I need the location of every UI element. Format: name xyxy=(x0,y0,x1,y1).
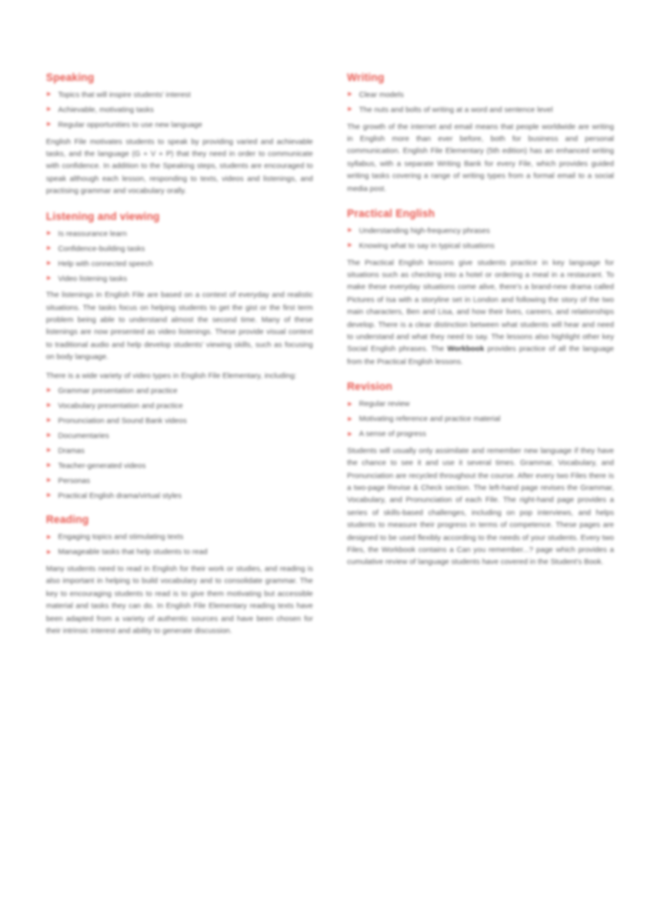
list-item-label: Help with connected speech xyxy=(58,258,153,268)
list-item-label: Is reassurance learn xyxy=(58,228,127,238)
arrow-bullet-icon xyxy=(47,231,51,235)
bold-term-workbook: Workbook xyxy=(447,344,485,354)
list-item-label: Motivating reference and practice material xyxy=(359,414,501,424)
list-item-label: Regular review xyxy=(359,399,410,409)
list-item xyxy=(46,89,313,101)
arrow-bullet-icon xyxy=(348,417,352,421)
arrow-bullet-icon xyxy=(348,92,352,96)
bullet-list-listening xyxy=(46,228,313,285)
arrow-bullet-icon xyxy=(348,402,352,406)
list-item xyxy=(347,104,614,116)
list-item-label: A sense of progress xyxy=(359,429,427,439)
bullet-list-video-types xyxy=(46,385,313,501)
list-item-label: Confidence-building tasks xyxy=(58,243,145,253)
arrow-bullet-icon xyxy=(47,535,51,539)
arrow-bullet-icon xyxy=(47,448,51,452)
list-item-label: Knowing what to say in typical situations xyxy=(359,241,495,250)
arrow-bullet-icon xyxy=(47,418,51,422)
list-item-label: Documentaries xyxy=(58,430,110,440)
list-item xyxy=(347,240,614,252)
list-item-label: Practical English drama/virtual styles xyxy=(58,490,182,500)
list-item xyxy=(347,225,614,237)
list-item-label: Personas xyxy=(58,475,91,485)
list-item xyxy=(46,119,313,131)
arrow-bullet-icon xyxy=(47,550,51,554)
list-item-label: Clear models xyxy=(359,90,404,99)
section-heading-reading: Reading xyxy=(46,514,89,527)
paragraph-speaking: English File motivates students to speak by providing varied and achievable tasks, and the language (G + V + P) that they need in order to communicate with confidence. In addition to the Speaking steps, students are encouraged to speak although each lesson, responding to texts, videos and listenings, and practising grammar and vocabulary orally. xyxy=(46,136,313,196)
list-item-label: Video listening tasks xyxy=(58,273,128,283)
list-item xyxy=(46,228,313,240)
bullet-list-speaking xyxy=(46,89,313,131)
left-column xyxy=(46,72,313,643)
arrow-bullet-icon xyxy=(47,493,51,497)
section-heading-revision: Revision xyxy=(347,381,393,394)
list-item xyxy=(46,475,313,487)
list-item xyxy=(46,546,313,558)
section-heading-speaking: Speaking xyxy=(46,72,95,84)
section-heading-writing: Writing xyxy=(347,72,385,84)
list-item xyxy=(347,413,614,425)
list-item xyxy=(46,385,313,397)
list-item xyxy=(46,531,313,543)
section-heading-listening: Listening and viewing xyxy=(46,210,160,223)
arrow-bullet-icon xyxy=(47,276,51,280)
bullet-list-practical-english xyxy=(347,225,614,252)
arrow-bullet-icon xyxy=(47,478,51,482)
arrow-bullet-icon xyxy=(348,228,352,232)
list-item xyxy=(46,273,313,285)
paragraph-revision: Students will usually only assimilate and remember new language if they have the chance to see it and use it several times. Grammar, Vocabulary, and Pronunciation are recycled throughout the course. After every two Files there is a two-page Revise & Check section. The left-hand page revises the Grammar, Vocabulary, and Pronunciation of each File. The right-hand page provides a series of skills-based challenges, including on pop interviews, and helps students to measure their progress in terms of competence. These pages are designed to be used flexibly according to the needs of your students. Every two Files, the Workbook contains a Can you remember...? page which provides a cumulative review of language students have covered in the Student's Book. xyxy=(347,445,614,567)
arrow-bullet-icon xyxy=(47,92,51,96)
list-item xyxy=(46,104,313,116)
list-item-label: Dramas xyxy=(58,445,85,455)
list-item-label: Manageable tasks that help students to read xyxy=(58,547,208,557)
list-item-label: Topics that will inspire students' interest xyxy=(58,90,191,99)
paragraph-practical-english xyxy=(347,257,614,369)
list-item-label: The nuts and bolts of writing at a word and sentence level xyxy=(359,104,553,114)
right-column xyxy=(347,72,614,575)
list-item xyxy=(46,415,313,427)
arrow-bullet-icon xyxy=(47,433,51,437)
list-item-label: Pronunciation and Sound Bank videos xyxy=(58,415,187,425)
bullet-list-revision xyxy=(347,398,614,440)
two-column-layout xyxy=(46,72,614,643)
list-item-label: Regular opportunities to use new language xyxy=(58,119,203,129)
list-item xyxy=(46,460,313,472)
paragraph-text-after-bold: provides practice of all the language from the Practical English lessons. xyxy=(347,344,614,366)
list-item xyxy=(46,258,313,270)
paragraph-text-before-bold: The Practical English lessons give students practice in key language for situations such as checking into a hotel or ordering a meal in a restaurant. To make these everyday situations come alive, there's a brand-new drama called Pictures of Isa with a storyline set in London and following the story of the two main characters, Ben and Lisa, and how their lives, careers, and relationships develop. There is a clear distinction between what students will hear and need to understand and what they need to say. The lessons also highlight other key Social English phrases. The xyxy=(347,257,614,354)
list-item xyxy=(46,400,313,412)
list-item xyxy=(347,398,614,410)
arrow-bullet-icon xyxy=(348,107,352,111)
paragraph-reading: Many students need to read in English for their work or studies, and reading is also important in helping to build vocabulary and to consolidate grammar. The key to encouraging students to read is to give them motivating but accessible material and tasks they can do. In English File Elementary reading texts have been adapted from a variety of authentic sources and have been chosen for their intrinsic interest and ability to generate discussion. xyxy=(46,564,313,636)
list-item xyxy=(46,490,313,502)
arrow-bullet-icon xyxy=(348,432,352,436)
arrow-bullet-icon xyxy=(47,122,51,126)
section-heading-practical-english: Practical English xyxy=(347,208,435,221)
paragraph-listening: The listenings in English File are based on a context of everyday and realistic situations. The tasks focus on helping students to get the gist or the first term problem being able to understand almost the second time. Many of these listenings are now presented as video listenings. These provide visual context to traditional audio and help develop students' viewing skills, such as focusing on body language. xyxy=(46,290,313,362)
list-item xyxy=(347,428,614,440)
arrow-bullet-icon xyxy=(47,246,51,250)
arrow-bullet-icon xyxy=(348,243,352,247)
list-item xyxy=(46,243,313,255)
arrow-bullet-icon xyxy=(47,107,51,111)
list-item-label: Vocabulary presentation and practice xyxy=(58,400,183,410)
list-item-label: Teacher-generated videos xyxy=(58,460,146,470)
arrow-bullet-icon xyxy=(47,463,51,467)
list-item-label: Understanding high-frequency phrases xyxy=(359,226,490,236)
arrow-bullet-icon xyxy=(47,261,51,265)
paragraph-writing: The growth of the internet and email means that people worldwide are writing in English more than ever before, both for business and personal communication. English File Elementary (5th edition) has an enhanced writing syllabus, with a separate Writing Bank for every File, which provides guided writing tasks covering a range of writing types from a formal email to a social media post. xyxy=(347,121,614,193)
list-item-label: Achievable, motivating tasks xyxy=(58,104,154,114)
list-item-label: Grammar presentation and practice xyxy=(58,385,178,395)
list-item xyxy=(46,445,313,457)
bullet-list-reading xyxy=(46,531,313,558)
list-item xyxy=(347,89,614,101)
list-item-label: Engaging topics and stimulating texts xyxy=(58,532,184,542)
arrow-bullet-icon xyxy=(47,388,51,392)
lead-in-video-types: There is a wide variety of video types in English File Elementary, including: xyxy=(46,370,297,380)
bullet-list-writing xyxy=(347,89,614,116)
list-item xyxy=(46,430,313,442)
arrow-bullet-icon xyxy=(47,403,51,407)
